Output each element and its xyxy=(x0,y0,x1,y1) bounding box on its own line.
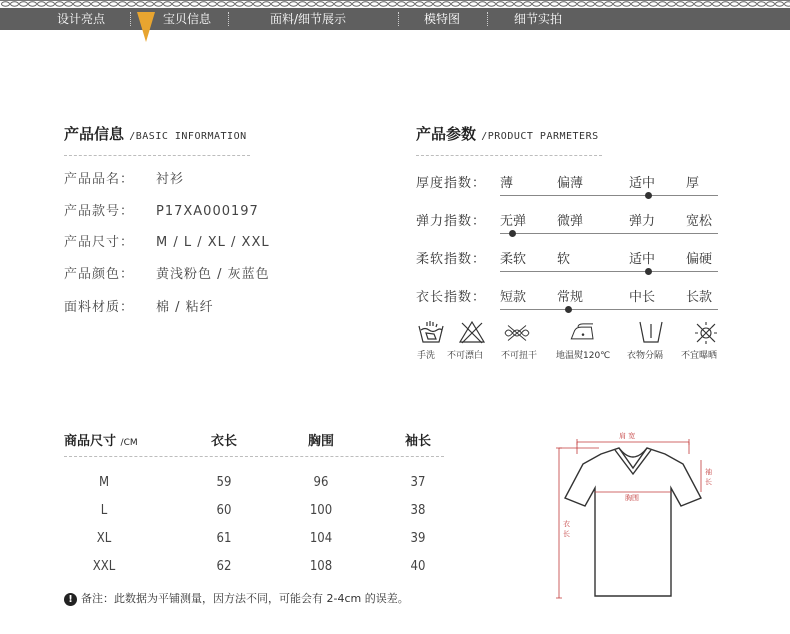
chain-link xyxy=(596,2,604,6)
warning-icon: ! xyxy=(64,593,77,606)
chain-link xyxy=(515,2,523,6)
chain-link xyxy=(506,2,514,6)
param-option: 短款 xyxy=(500,290,527,305)
param-option: 适中 xyxy=(629,252,656,267)
chain-border xyxy=(0,0,790,8)
size-cell-value: 37 xyxy=(410,475,426,490)
chain-link xyxy=(2,2,10,6)
chain-link xyxy=(659,2,667,6)
no-sun-dry-icon xyxy=(691,320,721,346)
nav-item-model-photos[interactable]: 模特图 xyxy=(424,12,461,26)
chain-link xyxy=(317,2,325,6)
nav-item-fabric-details[interactable]: 面料/细节展示 xyxy=(270,12,347,26)
sleeve-length-label: 袖 xyxy=(705,468,712,476)
chain-link xyxy=(29,2,37,6)
param-label: 衣长指数： xyxy=(416,290,487,305)
chain-link xyxy=(254,2,262,6)
chain-link xyxy=(443,2,451,6)
size-cell-size: XL xyxy=(96,531,112,546)
chain-link xyxy=(749,2,757,6)
chain-link xyxy=(623,2,631,6)
param-option: 厚 xyxy=(686,176,700,191)
iron-icon xyxy=(568,320,598,346)
param-option: 软 xyxy=(557,252,571,267)
chain-link xyxy=(155,2,163,6)
size-cell-value: 60 xyxy=(216,503,232,518)
chain-link xyxy=(110,2,118,6)
chain-link xyxy=(452,2,460,6)
param-selected-marker xyxy=(645,192,652,199)
product-params-heading xyxy=(416,123,599,144)
chain-link xyxy=(776,2,784,6)
product-info-title: 产品信息 xyxy=(64,125,125,143)
separate-wash-icon xyxy=(636,320,666,346)
chain-link xyxy=(461,2,469,6)
nav-separator xyxy=(398,12,399,26)
chain-link xyxy=(299,2,307,6)
chain-link xyxy=(47,2,55,6)
chain-link xyxy=(587,2,595,6)
care-label-no-bleach: 不可漂白 xyxy=(447,351,484,361)
chain-link xyxy=(218,2,226,6)
chain-link xyxy=(542,2,550,6)
chain-link xyxy=(551,2,559,6)
chain-link xyxy=(164,2,172,6)
size-col-chest: 胸围 xyxy=(307,434,334,449)
param-scale-line xyxy=(500,271,718,272)
info-row-name: 产品品名： 衬衫 xyxy=(64,172,185,187)
chain-link xyxy=(398,2,406,6)
size-table-unit: /CM xyxy=(120,438,138,448)
chain-link xyxy=(677,2,685,6)
chain-link xyxy=(191,2,199,6)
param-option: 无弹 xyxy=(500,214,527,229)
param-scale-line xyxy=(500,195,718,196)
care-label-hand-wash: 手洗 xyxy=(417,351,436,361)
param-selected-marker xyxy=(565,306,572,313)
svg-text:长: 长 xyxy=(563,530,570,538)
body-length-label: 衣 xyxy=(563,520,570,528)
info-row-material: 面料材质： 棉 / 粘纤 xyxy=(64,300,214,315)
size-cell-value: 38 xyxy=(410,503,426,518)
nav-separator xyxy=(228,12,229,26)
param-label: 柔软指数： xyxy=(416,252,487,267)
chain-link xyxy=(173,2,181,6)
chain-link xyxy=(497,2,505,6)
chain-link xyxy=(362,2,370,6)
chain-link xyxy=(605,2,613,6)
chain-link xyxy=(767,2,775,6)
chest-label: 胸围 xyxy=(625,494,639,502)
chain-link xyxy=(290,2,298,6)
param-selected-marker xyxy=(509,230,516,237)
size-cell-size: M xyxy=(98,475,110,490)
chain-link xyxy=(686,2,694,6)
shoulder-width-label: 肩 宽 xyxy=(619,432,636,440)
chain-link xyxy=(182,2,190,6)
nav-item-detail-shots[interactable]: 细节实拍 xyxy=(514,12,563,26)
info-row-style-number: 产品款号： P17XA000197 xyxy=(64,204,259,219)
chain-link xyxy=(137,2,145,6)
chain-link xyxy=(470,2,478,6)
divider xyxy=(64,456,444,457)
size-cell-value: 39 xyxy=(410,531,426,546)
info-row-sizes: 产品尺寸： M / L / XL / XXL xyxy=(64,235,270,250)
product-info-heading xyxy=(64,123,247,144)
size-col-length: 衣长 xyxy=(210,434,237,449)
chain-link xyxy=(758,2,766,6)
chain-link xyxy=(56,2,64,6)
chain-link xyxy=(92,2,100,6)
chain-link xyxy=(668,2,676,6)
chain-link xyxy=(695,2,703,6)
chain-link xyxy=(65,2,73,6)
chain-link xyxy=(308,2,316,6)
tshirt-outline xyxy=(565,448,701,596)
chain-link xyxy=(479,2,487,6)
param-option: 偏硬 xyxy=(686,252,713,267)
chain-link xyxy=(146,2,154,6)
no-wring-icon xyxy=(502,320,532,346)
chain-link xyxy=(407,2,415,6)
no-bleach-icon xyxy=(457,320,487,346)
chain-link xyxy=(632,2,640,6)
param-option: 中长 xyxy=(629,290,656,305)
care-label-separate: 衣物分隔 xyxy=(627,351,664,361)
svg-text:长: 长 xyxy=(705,478,712,486)
chain-link xyxy=(416,2,424,6)
chain-link xyxy=(614,2,622,6)
chain-link xyxy=(389,2,397,6)
chain-link xyxy=(380,2,388,6)
param-label: 弹力指数： xyxy=(416,214,487,229)
care-label-no-wring: 不可扭干 xyxy=(501,351,538,361)
param-option: 偏薄 xyxy=(557,176,584,191)
active-nav-pointer xyxy=(137,12,155,42)
param-scale-line xyxy=(500,233,718,234)
chain-link xyxy=(326,2,334,6)
chain-link xyxy=(569,2,577,6)
size-cell-value: 61 xyxy=(216,531,232,546)
nav-item-highlights[interactable]: 设计亮点 xyxy=(57,12,106,26)
param-option: 适中 xyxy=(629,176,656,191)
chain-link xyxy=(200,2,208,6)
size-col-sleeve: 袖长 xyxy=(404,434,431,449)
chain-link xyxy=(101,2,109,6)
chain-link xyxy=(650,2,658,6)
nav-separator xyxy=(487,12,488,26)
chain-link xyxy=(704,2,712,6)
chain-link xyxy=(335,2,343,6)
chain-link xyxy=(353,2,361,6)
chain-link xyxy=(263,2,271,6)
product-params-subtitle: /PRODUCT PARMETERS xyxy=(481,131,599,142)
care-label-no-sun: 不宜曝晒 xyxy=(681,351,718,361)
chain-link xyxy=(227,2,235,6)
top-nav xyxy=(0,8,790,30)
chain-link xyxy=(83,2,91,6)
divider xyxy=(416,155,602,156)
chain-link xyxy=(20,2,28,6)
chain-link xyxy=(785,2,790,6)
divider xyxy=(64,155,250,156)
chain-link xyxy=(209,2,217,6)
param-option: 长款 xyxy=(686,290,713,305)
chain-link xyxy=(731,2,739,6)
size-cell-value: 108 xyxy=(309,559,333,574)
chain-link xyxy=(11,2,19,6)
care-label-iron: 地温熨120℃ xyxy=(556,351,611,361)
chain-link xyxy=(119,2,127,6)
chain-link xyxy=(641,2,649,6)
product-info-subtitle: /BASIC INFORMATION xyxy=(129,131,247,142)
info-row-colors: 产品颜色： 黄浅粉色 / 灰蓝色 xyxy=(64,267,270,282)
chain-link xyxy=(560,2,568,6)
param-option: 常规 xyxy=(557,290,584,305)
chain-link xyxy=(236,2,244,6)
param-selected-marker xyxy=(645,268,652,275)
chain-link xyxy=(533,2,541,6)
chain-link xyxy=(272,2,280,6)
chain-link xyxy=(578,2,586,6)
chain-link xyxy=(74,2,82,6)
shirt-measurement-diagram xyxy=(553,428,713,603)
param-option: 弹力 xyxy=(629,214,656,229)
chain-link xyxy=(425,2,433,6)
chain-link xyxy=(713,2,721,6)
chain-link xyxy=(434,2,442,6)
size-cell-value: 62 xyxy=(216,559,232,574)
chain-link xyxy=(344,2,352,6)
size-cell-value: 100 xyxy=(309,503,333,518)
size-cell-value: 40 xyxy=(410,559,426,574)
chain-link xyxy=(128,2,136,6)
chain-link xyxy=(740,2,748,6)
param-option: 薄 xyxy=(500,176,514,191)
chain-link xyxy=(245,2,253,6)
measurement-note: ! 备注：此数据为平铺测量，因方法不同，可能会有 2-4cm 的误差。 xyxy=(64,590,409,606)
nav-item-product-info[interactable]: 宝贝信息 xyxy=(163,12,212,26)
chain-link xyxy=(524,2,532,6)
chain-link xyxy=(488,2,496,6)
size-cell-size: XXL xyxy=(92,559,116,574)
chain-link xyxy=(38,2,46,6)
chain-link xyxy=(371,2,379,6)
size-cell-value: 96 xyxy=(313,475,329,490)
size-table-title: 商品尺寸 /CM xyxy=(64,434,138,449)
param-option: 宽松 xyxy=(686,214,713,229)
param-label: 厚度指数： xyxy=(416,176,487,191)
size-cell-value: 104 xyxy=(309,531,333,546)
chain-link xyxy=(722,2,730,6)
param-scale-line xyxy=(500,309,718,310)
chain-link xyxy=(281,2,289,6)
param-option: 微弹 xyxy=(557,214,584,229)
nav-separator xyxy=(130,12,131,26)
size-cell-size: L xyxy=(100,503,108,518)
size-cell-value: 59 xyxy=(216,475,232,490)
hand-wash-icon xyxy=(416,320,446,346)
product-params-title: 产品参数 xyxy=(416,125,477,143)
param-option: 柔软 xyxy=(500,252,527,267)
